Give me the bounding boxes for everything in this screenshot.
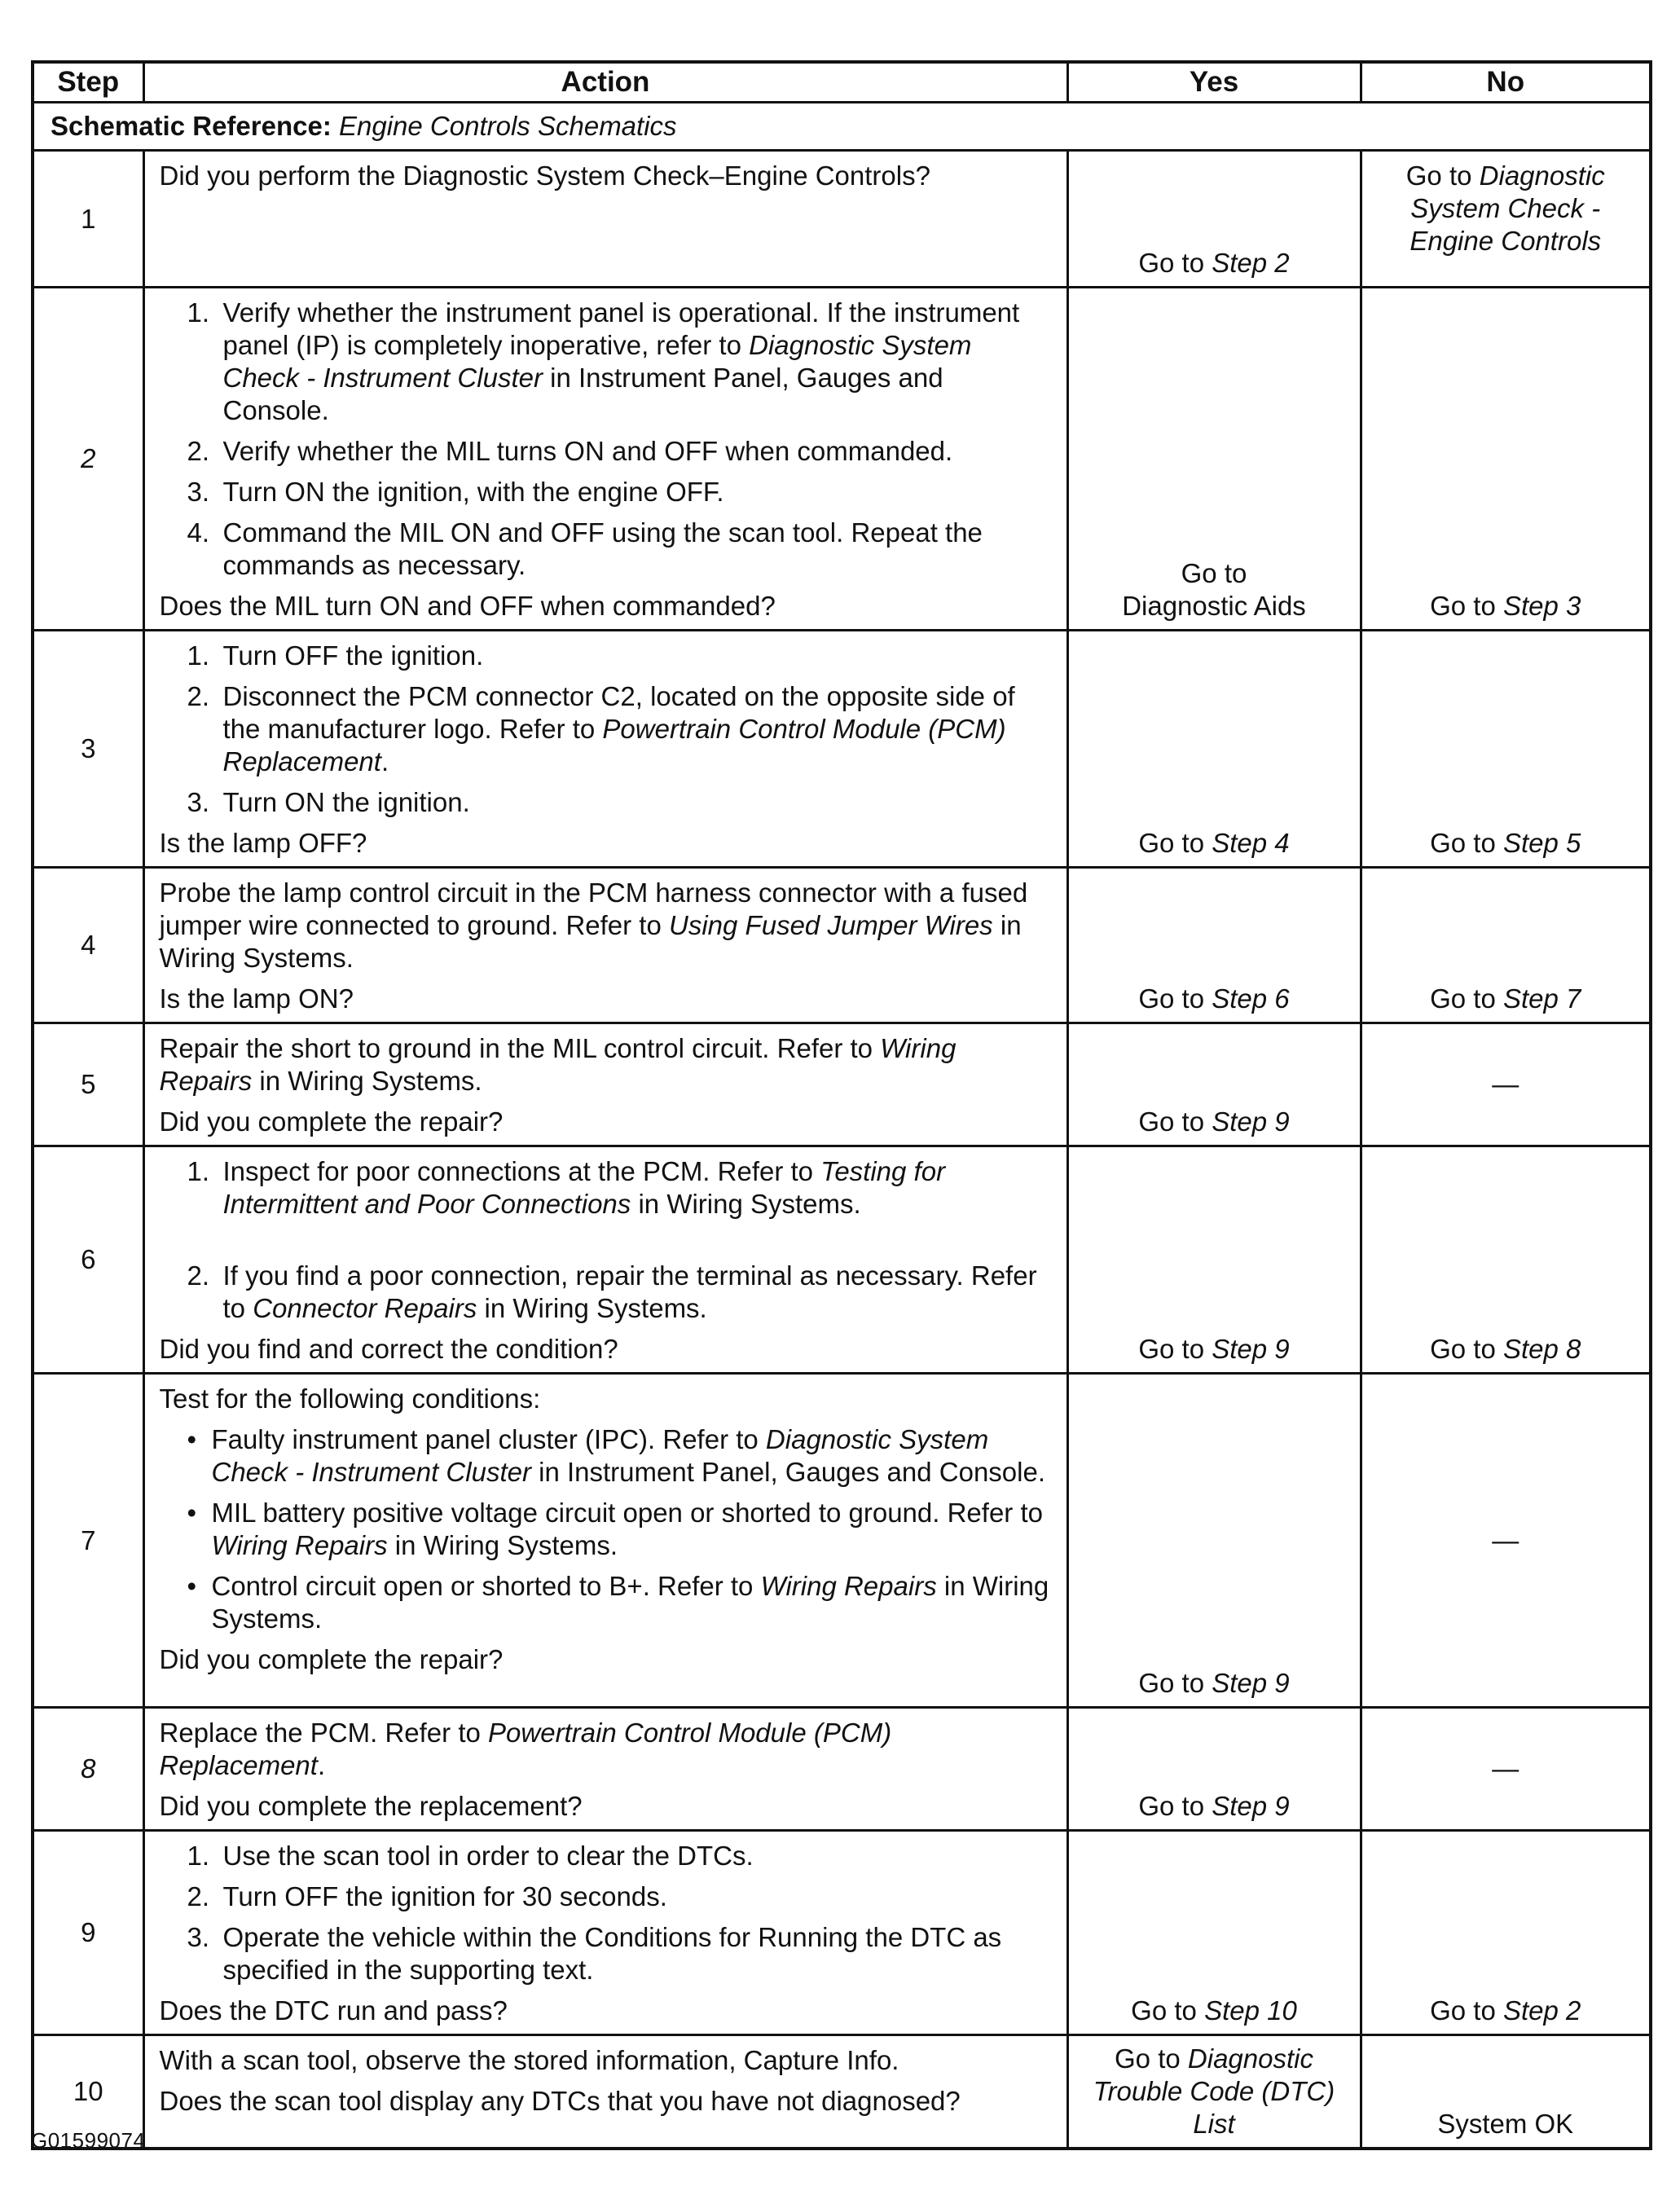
no-text: Go to [1430,983,1503,1014]
step-question: Did you perform the Diagnostic System Check–Engine Controls? [159,161,930,191]
no-cell: — [1361,1374,1651,1708]
condition-list [160,1423,1052,1635]
schematic-reference-row [33,103,1651,151]
step-number: 3 [33,631,143,868]
header-no: No [1361,62,1651,103]
yes-text: Go to [1138,248,1212,278]
list-item: Disconnect the PCM connector C2, located on the opposite side of the manufacturer logo. Refer to Powertrain Control Module (PCM) Replacement. [222,681,1015,776]
no-link[interactable]: Step 8 [1502,1334,1581,1364]
reference-link[interactable]: Wiring Repairs [211,1530,388,1560]
schematic-reference [33,103,1651,151]
schematic-reference-link[interactable]: Engine Controls Schematics [339,111,677,141]
step-number: 5 [33,1023,143,1146]
step-row-1 [33,151,1651,288]
step-number: 8 [33,1708,143,1831]
reference-link[interactable]: Using Fused Jumper Wires [669,910,993,940]
yes-text: Go to [1138,1791,1212,1821]
step-row-7 [33,1374,1651,1708]
procedure-list [160,1155,1052,1325]
no-cell: — [1361,1708,1651,1831]
list-item: Verify whether the MIL turns ON and OFF when commanded. [222,436,953,466]
step-action [143,1708,1067,1831]
reference-link[interactable]: Wiring Repairs [159,1033,957,1096]
step-row-5 [33,1023,1651,1146]
no-link[interactable]: Step 3 [1502,591,1581,621]
step-action [143,1831,1067,2035]
yes-cell[interactable] [1067,1831,1361,2035]
list-item: Use the scan tool in order to clear the DTCs. [222,1841,754,1871]
yes-cell[interactable] [1067,631,1361,868]
list-item: • Control circuit open or shorted to B+. Refer to Wiring Repairs in Wiring Systems. [212,1570,1052,1635]
header-yes: Yes [1067,62,1361,103]
step-row-10 [33,2035,1651,2149]
reference-link[interactable]: Wiring Repairs [760,1571,937,1601]
step-number: 6 [33,1146,143,1374]
step-action [143,1374,1067,1708]
no-cell: System OK [1361,2035,1651,2149]
step-instruction: With a scan tool, observe the stored information, Capture Info. [159,2045,899,2075]
step-question: Did you complete the repair? [159,1644,504,1674]
yes-cell[interactable] [1067,1374,1361,1708]
no-cell[interactable] [1361,868,1651,1023]
no-link[interactable]: Step 2 [1502,1995,1581,2026]
procedure-list [160,297,1052,582]
reference-link[interactable]: Connector Repairs [253,1293,477,1323]
step-number: 2 [33,288,143,631]
step-row-2 [33,288,1651,631]
list-item: Turn OFF the ignition for 30 seconds. [222,1881,667,1911]
list-item: • Faulty instrument panel cluster (IPC). Refer to Diagnostic System Check - Instrument Cluster in Instrument Panel, Gauges and Console. [212,1423,1052,1489]
no-text: Go to [1430,828,1503,858]
procedure-list [160,640,1052,819]
procedure-list [160,1840,1052,1986]
yes-link[interactable]: Diagnostic Trouble Code (DTC) List [1093,2043,1335,2139]
list-item: If you find a poor connection, repair the terminal as necessary. Refer to Connector Repairs in Wiring Systems. [222,1260,1037,1323]
step-question: Does the scan tool display any DTCs that you have not diagnosed? [159,2086,961,2116]
reference-link[interactable]: Diagnostic System Check - Instrument Cluster [222,330,972,393]
step-number: 10 [33,2035,143,2149]
step-instruction: Probe the lamp control circuit in the PCM harness connector with a fused jumper wire connected to ground. Refer to Using Fused Jumper Wires in Wiring Systems. [159,878,1028,973]
no-link[interactable]: Diagnostic System Check - Engine Controls [1410,161,1605,256]
no-cell[interactable] [1361,1146,1651,1374]
yes-link[interactable]: Step 9 [1212,1791,1290,1821]
no-text: Go to [1405,161,1480,191]
yes-link[interactable]: Step 6 [1212,983,1290,1014]
reference-link[interactable]: Powertrain Control Module (PCM) Replacement [159,1718,892,1780]
list-item: Turn ON the ignition, with the engine OFF. [222,477,724,507]
yes-link[interactable]: Step 9 [1212,1334,1290,1364]
step-number: 9 [33,1831,143,2035]
step-row-8 [33,1708,1651,1831]
list-item: Command the MIL ON and OFF using the scan tool. Repeat the commands as necessary. [222,517,983,580]
yes-text: Go to [1115,2043,1188,2074]
header-row [33,62,1651,103]
no-cell: — [1361,1023,1651,1146]
yes-cell[interactable] [1067,1708,1361,1831]
step-instruction: Replace the PCM. Refer to Powertrain Control Module (PCM) Replacement. [159,1718,892,1780]
no-cell[interactable] [1361,631,1651,868]
no-link[interactable]: Step 7 [1502,983,1581,1014]
step-row-4 [33,868,1651,1023]
yes-cell[interactable] [1067,868,1361,1023]
step-action [143,1146,1067,1374]
step-action [143,2035,1067,2149]
yes-text: Go to [1138,1106,1212,1137]
step-question: Did you find and correct the condition? [159,1334,618,1364]
figure-id: G01599074 [31,2128,146,2153]
list-item: Operate the vehicle within the Conditions for Running the DTC as specified in the supporting text. [222,1922,1002,1985]
step-question: Did you complete the replacement? [159,1791,583,1821]
step-question: Is the lamp OFF? [159,828,367,858]
yes-cell[interactable] [1067,151,1361,288]
step-instruction: Repair the short to ground in the MIL control circuit. Refer to Wiring Repairs in Wiring Systems. [159,1033,957,1096]
yes-text: Go to [1138,828,1212,858]
step-question: Is the lamp ON? [159,983,354,1014]
yes-text: Go to [1181,558,1247,588]
step-number: 4 [33,868,143,1023]
yes-link[interactable]: Step 2 [1212,248,1290,278]
step-row-9 [33,1831,1651,2035]
yes-cell[interactable] [1067,1023,1361,1146]
step-action [143,631,1067,868]
yes-text: Go to [1138,1334,1212,1364]
step-action [143,868,1067,1023]
list-item: Inspect for poor connections at the PCM. Refer to Testing for Intermittent and Poor Connections in Wiring Systems. [222,1156,946,1219]
step-question: Does the DTC run and pass? [159,1995,508,2026]
reference-link[interactable]: Testing for Intermittent and Poor Connections [222,1156,946,1219]
yes-link[interactable]: Step 4 [1212,828,1290,858]
step-question: Did you complete the repair? [159,1106,504,1137]
no-cell[interactable] [1361,288,1651,631]
step-action [143,288,1067,631]
no-text: Go to [1430,591,1503,621]
reference-link[interactable]: Diagnostic System Check - Instrument Cluster [211,1424,989,1487]
yes-text: Go to [1138,983,1212,1014]
yes-cell[interactable] [1067,288,1361,631]
list-item: Verify whether the instrument panel is operational. If the instrument panel (IP) is completely inoperative, refer to Diagnostic System Check - Instrument Cluster in Instrument Panel, Gauges and Console. [222,297,1020,425]
schematic-reference-label: Schematic Reference: [51,111,332,141]
step-action [143,151,1067,288]
header-step: Step [33,62,143,103]
step-row-3 [33,631,1651,868]
step-action [143,1023,1067,1146]
header-action: Action [143,62,1067,103]
yes-link[interactable]: Step 9 [1212,1668,1290,1698]
yes-cell[interactable] [1067,1146,1361,1374]
list-item: Turn OFF the ignition. [222,640,484,671]
no-link[interactable]: Step 5 [1502,828,1581,858]
yes-cell[interactable] [1067,2035,1361,2149]
no-cell[interactable] [1361,151,1651,288]
yes-link[interactable]: Step 10 [1204,1995,1297,2026]
no-text: Go to [1430,1995,1503,2026]
no-text: Go to [1430,1334,1503,1364]
step-question: Does the MIL turn ON and OFF when commanded? [159,591,776,621]
step-row-6 [33,1146,1651,1374]
step-number: 7 [33,1374,143,1708]
no-cell[interactable] [1361,1831,1651,2035]
reference-link[interactable]: Powertrain Control Module (PCM) Replacement [222,714,1006,776]
step-instruction: Test for the following conditions: [159,1383,541,1414]
yes-link[interactable]: Step 9 [1212,1106,1290,1137]
list-item: • MIL battery positive voltage circuit open or shorted to ground. Refer to Wiring Repairs in Wiring Systems. [212,1497,1052,1562]
step-number: 1 [33,151,143,288]
yes-text: Go to [1138,1668,1212,1698]
list-item: Turn ON the ignition. [222,787,470,817]
yes-link[interactable]: Diagnostic Aids [1122,591,1306,621]
yes-text: Go to [1131,1995,1205,2026]
diagnostic-table [31,60,1652,2150]
